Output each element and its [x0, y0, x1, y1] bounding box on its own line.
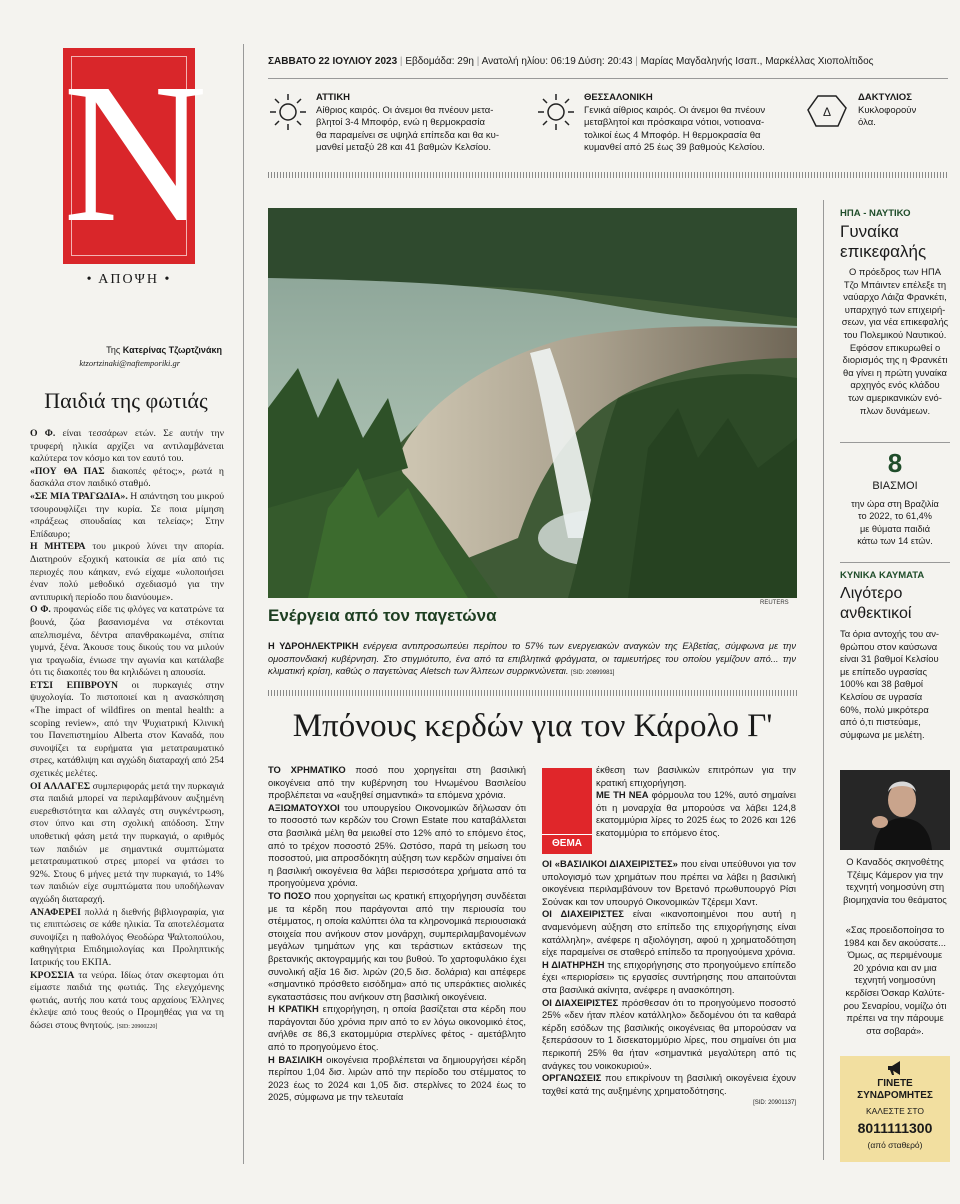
weather-line: κυμανθεί από 25 έως 39 βαθμούς Κελσίου.	[584, 142, 765, 153]
section-label: • ΑΠΟΨΗ •	[86, 272, 172, 287]
paragraph-text: της επιχορήγησης στο προηγούμενο επίπεδο έχει «περιορίσει» τις εργασίες συντήρησης που απαιτούνται στα βασιλικά ακίνητα, ανέφερε η ανασκόπηση.	[542, 958, 796, 995]
paragraph-text: φόρμουλα του 12%, αυτό σημαίνει ότι η μοναρχία θα μπορούσε να λάβει 124,8 εκατομμύρια λίρες το 2025 έως το 2026 και 126 εκατομμύρια το επόμενο έτος.	[596, 789, 796, 838]
paragraph-lead: ΟΙ ΑΛΛΑΓΕΣ	[30, 780, 91, 792]
news1-title: Γυναίκα επικεφαλής	[840, 222, 927, 261]
weather-line: τολικοί έως 4 Μποφόρ. Η θερμοκρασία θα	[584, 129, 761, 141]
text-line: Τζέιμς Κάμερον για την	[846, 868, 944, 880]
paragraph-lead: Η ΔΙΑΤΗΡΗΣΗ	[542, 958, 605, 970]
promo-title: ΣΥΝΔΡΟΜΗΤΕΣ	[857, 1090, 933, 1101]
feature-title: Ενέργεια από τον παγετώνα	[268, 606, 497, 625]
text-line: αρχηγός ενός κλάδου	[850, 379, 940, 391]
stat-number: 8	[887, 448, 903, 478]
paragraph-lead: «ΣΕ ΜΙΑ ΤΡΑΓΩΔΙΑ».	[30, 490, 128, 502]
text-line: Κελσίου σε υγρασία	[840, 690, 923, 702]
theme-badge	[542, 768, 592, 854]
text-line: από ό,τι πιστεύαμε,	[840, 716, 921, 728]
sidebar-rule	[840, 562, 950, 563]
text-line: ρου Σεναρίου, νομίζω ότι	[843, 999, 947, 1011]
paragraph-text: του υπουργείου Οικονομικών δήλωσαν ότι το ποσοστό των κερδών του Crown Estate που καταβάλλεται στα βασιλικά μέλη θα μειωθεί στο 12% από το επόμενο έτος, από το τρέχον ποσοστό 25%. Ωστόσο, παρά τη μείωση του ποσοστού, μια απροσδόκητη αύξηση των κερδών σημαίνει ότι η βασιλική οικογένεια θα λάβει περισσότερα χρήματα από τα προηγούμενα χρόνια.	[268, 801, 526, 889]
text-line: βιομηχανία του θεάματος	[843, 893, 947, 905]
weather-dotted-rule	[268, 172, 948, 178]
news1-body	[832, 266, 958, 417]
paragraph-text: πρόσθεσαν ότι το προηγούμενο ποσοστό 25% «δεν ήταν πλέον κατάλληλο» δεδομένου ότι τα καθαρά κέρδη εσόδων της βασιλικής οικογένειας θα μπορούσαν να ξεπεράσουν το 1 δισεκατομμύριο λίρες, που σημαίνει ότι μια περικοπή 25% θα ήταν «σημαντικά μεγαλύτερη από τις ανάγκες του νοικοκυριού».	[542, 996, 797, 1071]
paragraph	[596, 764, 796, 789]
weather-line: μανθεί μεταξύ 28 και 41 βαθμών Κελσίου.	[316, 142, 491, 153]
paragraph	[30, 907, 224, 970]
paragraph-lead: ΟΙ ΔΙΑΧΕΙΡΙΣΤΕΣ	[542, 996, 619, 1008]
paragraph-lead: ΟΡΓΑΝΩΣΕΙΣ	[542, 1072, 602, 1084]
sun-icon	[536, 92, 576, 132]
sun-icon	[268, 92, 308, 132]
text-line: με επίπεδο υγρασίας	[840, 665, 927, 677]
date-bar-rule	[268, 78, 948, 79]
paragraph-lead: Ο Φ.	[30, 428, 56, 439]
text-line: σύμφωνα με μελέτη.	[840, 728, 925, 740]
feature-dotted-rule	[268, 690, 797, 696]
date-bar: ΣΑΒΒΑΤΟ 22 ΙΟΥΛΙΟΥ 2023 | Εβδομάδα: 29η | Ανατολή ηλίου: 06:19 Δύση: 20:43 | Μαρίας Μαγδαληνής Ισαπ., Μαρκέλλας Χιοπολίτιδος	[268, 56, 874, 67]
text-line: στα σοβαρά».	[866, 1024, 924, 1036]
paragraph-lead: ΤΟ ΠΟΣΟ	[268, 889, 311, 901]
article-code: [SID: 20901137]	[753, 1100, 796, 1107]
author-email[interactable]: ktzortzinaki@naftemporiki.gr	[79, 358, 180, 368]
paragraph	[30, 541, 224, 604]
dam-photo	[268, 208, 797, 598]
paragraph	[542, 858, 796, 908]
text-line: 20 χρόνια και αν μια	[853, 961, 937, 973]
text-line: 1984 και δεν ακούσατε...	[843, 936, 947, 948]
paragraph	[268, 764, 526, 802]
paragraph-text: που είναι υπεύθυνοι για τον υπολογισμό των χρημάτων που πρέπει να λάβει η βασιλική οικογένεια περιλαμβάνουν τον Βρετανό πρωθυπουργό Ρίσι Σούνακ και τον υπουργό Οικονομικών Τζέρεμι Χαντ.	[542, 858, 796, 907]
paragraph-text: διακοπές φέτος;», ρωτά η δασκάλα στον παιδικό σταθμό.	[30, 465, 224, 490]
paragraph-text: επιχορήγηση, η οποία βασίζεται στα κέρδη που παράγονται δύο χρόνια πριν από το εν λόγω οικονομικό έτος, ανήλθε σε 86,3 εκατομμύρια στερλίνες φέτος - αμετάβλητο από το προηγούμενο έτος.	[268, 1003, 526, 1053]
text-line: πρέπει να την πάρουμε	[846, 1012, 944, 1024]
photo-credit: REUTERS	[760, 600, 789, 606]
paragraph-lead: Η ΚΡΑΤΙΚΗ	[268, 1003, 319, 1015]
column-body	[30, 428, 224, 1168]
paragraph	[30, 781, 224, 907]
text-line: τεχνητή νοημοσύνη στη	[845, 881, 945, 893]
paragraph-lead: ΑΝΑΦΕΡΕΙ	[30, 906, 81, 918]
logo-letter: N	[63, 43, 208, 264]
paragraph	[268, 890, 526, 1003]
news2-kicker: ΚΥΝΙΚΑ ΚΑΥΜΑΤΑ	[840, 570, 925, 581]
text-line: «Σας προειδοποίησα το	[845, 924, 945, 935]
text-line: είναι 31 βαθμοί Κελσίου	[840, 653, 939, 665]
right-divider	[823, 200, 824, 1160]
text-line: 60%, πολύ μικρότερα	[840, 703, 929, 715]
paragraph-text: είναι «ικανοποιημένοι που αυτή η αναμενόμενη αύξηση στο επίπεδο της επιχορήγησης είναι κατάλληλη», ανέφερε η αξιολόγηση, αφού η χρηματοδότηση είχε παραμείνει σε σταθερό επίπεδο τα προηγούμενα χρόνια.	[542, 908, 796, 958]
news2-body	[840, 628, 954, 741]
namedays: Μαρίας Μαγδαληνής Ισαπ., Μαρκέλλας Χιοπολίτιδος	[640, 56, 874, 67]
paragraph	[268, 1003, 526, 1053]
paragraph-text: πολλά η διεθνής βιβλιογραφία, για τις επιπτώσεις σε κάθε ηλικία. Τα αποτελέσματα συνοψίζει η παθολόγος Θεοδώρα Ψαλτοπούλου, καθηγήτρια Επιδημιολογίας και Προληπτικής Ιατρικής του ΕΚΠΑ.	[30, 906, 224, 968]
paragraph-lead: «ΠΟΥ ΘΑ ΠΑΣ	[30, 465, 105, 477]
paragraph	[542, 908, 796, 958]
text-line: σεων, για νέα επικεφαλής	[841, 316, 949, 328]
byline-prefix: Της	[106, 345, 121, 355]
text-line: Ο Καναδός σκηνοθέτης	[846, 856, 944, 867]
text-line: με θύματα παιδιά	[859, 523, 931, 534]
paragraph-text: έκθεση των βασιλικών επιτρόπων για την κρατική επιχορήγηση.	[596, 764, 796, 788]
portrait-quote	[836, 924, 954, 1037]
weather-title: ΑΤΤΙΚΗ	[316, 92, 351, 103]
theme-badge-rule	[542, 834, 592, 835]
text-line: την ώρα στη Βραζιλία	[851, 499, 939, 509]
paragraph-lead: ΟΙ ΔΙΑΧΕΙΡΙΣΤΕΣ	[542, 908, 624, 920]
date: ΣΑΒΒΑΤΟ 22 ΙΟΥΛΙΟΥ 2023	[268, 56, 398, 67]
paragraph-text: τα νεύρα. Ιδίως όταν σκεφτομαι ότι είμαστε παιδιά της φωτιάς. Της ελεγχόμενης φωτιάς, αυτής που κατά τους αρχαίους Έλληνες έκλεψε από τους θεούς ο Προμηθέας για να τη δώσει στους θνητούς.	[30, 969, 224, 1031]
weather-title: ΘΕΣΣΑΛΟΝΙΚΗ	[584, 92, 653, 103]
promo-call: ΚΑΛΕΣΤΕ ΣΤΟ	[865, 1106, 925, 1116]
text-line: Εφόσον επικυρωθεί ο	[849, 341, 941, 353]
feature-text: ενέργεια αντιπροσωπεύει περίπου το 57% των ενεργειακών αναγκών της Ελβετίας, σύμφωνα με την ομοσπονδιακή κυβέρνηση. Στο στιγμιότυπο, ένα από τα επιβλητικά φράγματα, οι ταμιευτήρες του οποίου γεμίζουν από... την κλιματική κρίση, καθώς ο παγετώνας Aletsch των Άλπεων συρρικνώνεται.	[268, 641, 796, 677]
theme-label: ΘΕΜΑ	[552, 838, 582, 849]
text-line: Τζο Μπάιντεν επέλεξε τη	[843, 278, 947, 290]
paragraph	[596, 789, 796, 839]
column-title: Παιδιά της φωτιάς	[44, 388, 208, 413]
paragraph-lead: ΕΤΣΙ ΕΠΙΒΡΟΥΝ	[30, 679, 119, 691]
news1-kicker: ΗΠΑ - ΝΑΥΤΙΚΟ	[840, 208, 911, 219]
text-line: Όμως, ας περιμένουμε	[847, 949, 943, 961]
paragraph-lead: Ο Φ.	[30, 604, 51, 616]
subscribe-promo[interactable]	[840, 1056, 950, 1162]
weather-title: ΔΑΚΤΥΛΙΟΣ	[858, 92, 912, 103]
paragraph-text: ποσό που χορηγείται στη βασιλική οικογένεια από την κυβέρνηση του Ηνωμένου Βασιλείου προβλέπεται να «αυξηθεί σημαντικά» τα επόμενα χρόνια.	[268, 764, 526, 801]
weather-line: μεταβλητοί και πρόσκαιρα νότιοι, νοτιοανα-	[584, 117, 765, 128]
text-line: υπαρχηγό των επιχειρή-	[844, 303, 946, 315]
paragraph	[30, 680, 224, 781]
paragraph-text: που χορηγείται ως κρατική επιχορήγηση συνδέεται με τα κέρδη που παράγονται από την περιουσία του στέμματος, η οποία καλύπτει όλα τα κληρονομικά περιουσιακά στοιχεία που ανήκουν στον μονάρχη, συμπεριλαμβανομένων μεγάλων τμημάτων γης και τεράστιων εκτάσεων της βρετανικής ακτογραμμής και του βυθού. Το χαρτοφυλάκιο έχει συνολική αξία 16 δισ. λιρών (20,5 δισ. δολάρια) και απέφερε «σημαντικό πρόσθετο εισόδημα» από τις υπεράκτιες αιολικές εγκαταστάσεις που ανήκουν στη βασιλική οικογένεια.	[268, 889, 526, 1002]
text-line: 100% και 38 βαθμοί	[840, 678, 924, 690]
weather-line: Γενικά αίθριος καιρός. Οι άνεμοι θα πνέουν	[584, 104, 766, 116]
paragraph-text: οι πυρκαγιές στην ψυχολογία. Το πιστοποιεί και η ανασκόπηση «The impact of wildfires on mental health: a scoping review», από την Ψυχιατρική Κλινική του Πανεπιστημίου Alberta στον Καναδά, που συνοψίζει τα ευρήματα για μετατραυματικό στρες, κατάθλιψη και αγχώδη διαταραχή από 254 σχετικές μελέτες.	[30, 679, 225, 780]
portrait-photo	[840, 770, 950, 850]
section-label-text: ΑΠΟΨΗ	[98, 272, 159, 287]
text-line: θρώπου στον καύσωνα	[840, 640, 938, 652]
paragraph	[30, 428, 224, 466]
paragraph-text: οικογένεια προβλέπεται να δημιουργήσει κέρδη περίπου 1,04 δισ. λιρών από την περίοδο του στέμματος το 2023 έως το 2024 και 1,05 δισ. στερλίνες το 2024 έως το 2025, σύμφωνα με την τελευταία	[268, 1053, 527, 1103]
weather-line: βλητοί 3-4 Μποφόρ, ενώ η θερμοκρασία	[316, 117, 486, 128]
article-col-1	[268, 764, 526, 1174]
text-line: Ο πρόεδρος των ΗΠΑ	[849, 266, 941, 277]
left-divider	[243, 44, 244, 1164]
paragraph	[30, 970, 224, 1034]
weather-thessaloniki	[584, 92, 784, 155]
weather-line: Κυκλοφορούν	[858, 104, 917, 116]
paragraph	[542, 1072, 796, 1097]
column-byline	[30, 345, 222, 355]
promo-phone[interactable]: 8011111300	[857, 1120, 933, 1136]
opinion-logo	[63, 43, 208, 264]
text-line: του Πολεμικού Ναυτικού.	[843, 328, 947, 340]
text-line: το 2022, το 61,4%	[858, 511, 932, 522]
text-line: των αμερικανικών ενό-	[848, 391, 942, 403]
paragraph-lead: ΟΙ «ΒΑΣΙΛΙΚΟΙ ΔΙΑΧΕΙΡΙΣΤΕΣ»	[542, 858, 678, 869]
paragraph	[30, 604, 224, 680]
promo-title: ΓΙΝΕΤΕ	[877, 1078, 913, 1089]
article-headline: Μπόνους κερδών για τον Κάρολο Γ'	[292, 708, 773, 744]
paragraph	[30, 466, 224, 491]
paragraph-text: που επικρίνουν τη βασιλική οικογένεια έχουν ταχθεί κατά της αυξημένης χρηματοδότησης.	[542, 1072, 796, 1096]
weather-attica	[316, 92, 516, 155]
paragraph-text: του μικρού λύνει την απορία. Διατηρούν εξοχική κατοικία σε μία από τις περιοχές που κάηκαν, ενώ είχαμε «υλοποιήσει έναν πολύ μεθοδικό σχεδιασμό για την αντιπυρική περίοδο που διανύουμε».	[30, 541, 224, 603]
sun-times: Ανατολή ηλίου: 06:19 Δύση: 20:43	[481, 56, 633, 67]
portrait-caption	[836, 856, 954, 906]
paragraph-text: συμπεριφοράς μετά την πυρκαγιά στα παιδιά μπορεί να περιλαμβάνουν αυξημένη ευερεθιστότητα και αλλαγές στη συγκέντρωση, στον ύπνο και στη σχολική απόδοση. Στην υποθετική φάση μετά την πυρκαγιά, ο αριθμός των παιδιών με σημαντικά συμπτώματα μετατραυματικού στρες μπορεί να φτάσει το 92%. Στους 6 μήνες μετά την πυρκαγιά, το 14% των παιδιών είχε συμπτώματα που υποδήλωναν αγχώδη διαταραχή.	[30, 780, 224, 905]
text-line: πλων δυνάμεων.	[859, 404, 931, 416]
feature-lead: Η ΥΔΡΟΗΛΕΚΤΡΙΚΗ	[268, 641, 359, 651]
feature-caption	[268, 640, 796, 680]
text-line: Τα όρια αντοχής του αν-	[840, 628, 940, 639]
week: Εβδομάδα: 29η	[405, 56, 474, 67]
paragraph-text: Η απάντηση του μικρού τσουρουφλίζει την κυρία. Σε ποια μίμηση «πράξεως σπουδαίας και τελείας»; Στην Επίδαυρο;	[30, 490, 224, 540]
paragraph	[268, 1054, 526, 1104]
svg-text:Δ: Δ	[822, 105, 832, 119]
paragraph-lead: ΤΟ ΧΡΗΜΑΤΙΚΟ	[268, 764, 346, 775]
horn-icon	[886, 1060, 904, 1076]
paragraph	[542, 997, 796, 1073]
weather-ring-road	[858, 92, 953, 130]
paragraph	[268, 802, 526, 890]
paragraph-lead: ΚΡΟΣΣΙΑ	[30, 969, 75, 981]
feature-code: [SID: 20899981]	[571, 670, 615, 677]
ring-road-icon	[806, 94, 848, 128]
article-col-2-top	[596, 764, 796, 840]
column-code: [SID: 20900220]	[116, 1023, 158, 1030]
portrait-illustration	[840, 770, 950, 850]
article-col-2	[542, 858, 796, 1158]
news2-title: Λιγότερο ανθεκτικοί	[840, 585, 912, 622]
text-line: κερδίσει Όσκαρ Καλύτε-	[845, 986, 945, 998]
paragraph-lead: Η ΒΑΣΙΛΙΚΗ	[268, 1053, 323, 1065]
stat-label: ΒΙΑΣΜΟΙ	[872, 480, 918, 492]
sidebar-rule	[840, 442, 950, 443]
author-name: Κατερίνας Τζωρτζινάκη	[122, 345, 222, 355]
text-line: θα γίνει η πρώτη γυναίκα	[843, 366, 947, 378]
text-line: κάτω των 14 ετών.	[857, 536, 933, 547]
dam-photo-illustration	[268, 208, 797, 598]
weather-line: όλα.	[858, 117, 876, 128]
text-line: διορισμός της η Φρανκέτι	[842, 354, 948, 366]
paragraph	[30, 491, 224, 541]
paragraph-text: είναι τεσσάρων ετών. Σε αυτήν την τρυφερή ηλικία αρχίζει να αντιλαμβάνεται καλύτερα τον κόσμο και τον εαυτό του.	[30, 428, 224, 465]
promo-note: (από σταθερό)	[867, 1140, 923, 1150]
weather-line: θα παραμείνει σε υψηλά επίπεδα και θα κυ-	[316, 129, 500, 141]
paragraph-text: προφανώς είδε τις φλόγες να κατατρώνε τα βουνά, ζώα βασανισμένα να στέκονται απελπισμένα, δέντρα απανθρακωμένα, σπίτια γυμνά, ξένα. Άκουσε τους δικούς του να μιλούν για τραγωδία, ένιωσε την αγωνία και κατάλαβε ότι τις διακοπές του θα κηλιδώνει η απουσία.	[30, 604, 224, 679]
text-line: ναύαρχο Λάιζα Φρανκέτι,	[843, 291, 947, 303]
weather-line: Αίθριος καιρός. Οι άνεμοι θα πνέουν μετα-	[316, 104, 494, 116]
paragraph-lead: ΑΞΙΩΜΑΤΟΥΧΟΙ	[268, 801, 340, 813]
paragraph-lead: ΜΕ ΤΗ ΝΕΑ	[596, 789, 649, 801]
stat-body	[836, 498, 954, 548]
paragraph	[542, 959, 796, 997]
text-line: τεχνητή νοημοσύνη	[854, 974, 936, 986]
paragraph-lead: Η ΜΗΤΕΡΑ	[30, 541, 86, 553]
